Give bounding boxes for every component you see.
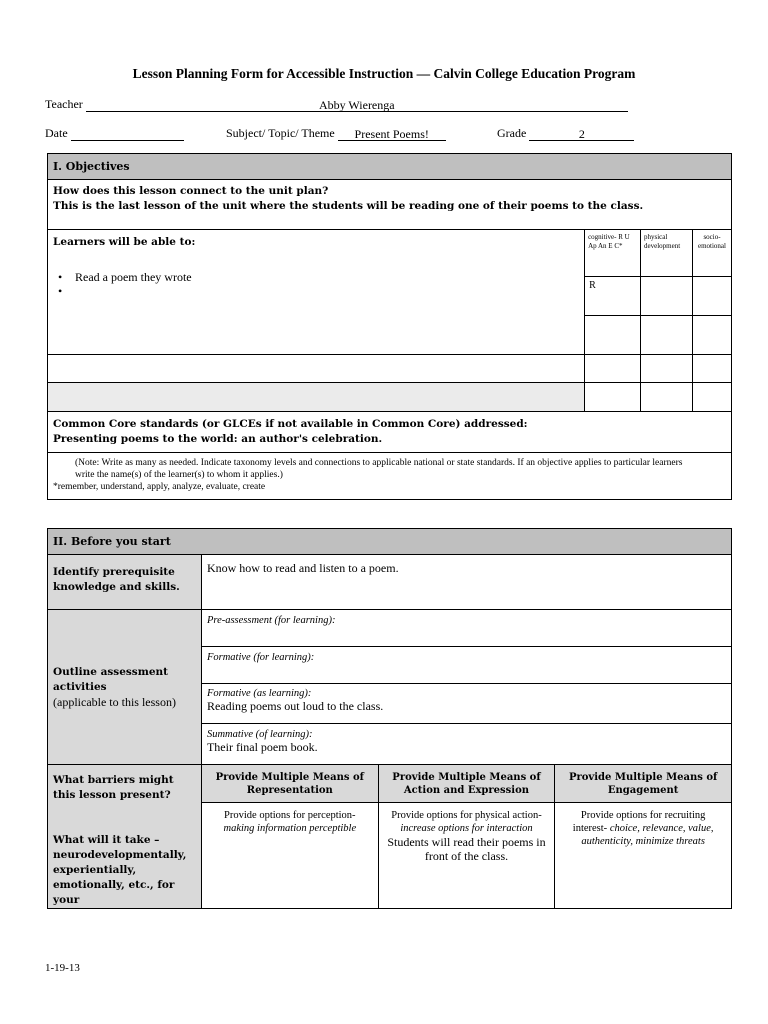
col-cognitive-header: cognitive- R U Ap An E C* — [585, 230, 641, 277]
standards-value: Presenting poems to the world: an author's celebration. — [53, 433, 383, 445]
row2-socio-cell[interactable] — [692, 316, 731, 355]
objectives-heading: I. Objectives — [48, 154, 732, 180]
row3-socio-cell[interactable] — [692, 355, 731, 383]
unit-plan-cell[interactable] — [48, 180, 732, 230]
col-physical-header: physical development — [641, 230, 693, 277]
row4-physical-cell[interactable] — [641, 383, 693, 412]
summative-cell[interactable] — [201, 724, 731, 765]
teacher-label: Teacher — [45, 97, 83, 111]
grade-field[interactable]: 2 — [529, 127, 634, 141]
bullet-list — [53, 270, 579, 298]
taxonomy-note: *remember, understand, apply, analyze, evaluate, create — [53, 482, 266, 492]
assessment-label-cell — [48, 610, 202, 765]
objectives-table — [47, 153, 732, 500]
teacher-row — [45, 97, 628, 112]
assessment-sublabel: (applicable to this lesson) — [53, 695, 176, 709]
action-text: Provide options for physical action- — [391, 810, 542, 822]
row4-socio-cell[interactable] — [692, 383, 731, 412]
row3-cognitive-cell[interactable] — [585, 355, 641, 383]
note-cell — [48, 453, 732, 500]
representation-italic: making information perceptible — [223, 823, 357, 835]
barriers-label: What barriers might this lesson present? — [53, 774, 174, 801]
engagement-cell[interactable] — [555, 803, 732, 909]
formative-for-label: Formative (for learning): — [206, 652, 315, 663]
action-italic: increase options for interaction — [400, 823, 533, 835]
note-line: (Note: Write as many as needed. Indicate taxonomy levels and connections to applicable national or state standards. If an objective applies to particular learners — [75, 458, 683, 468]
unit-plan-question: How does this lesson connect to the unit plan? — [53, 185, 329, 197]
unit-plan-answer: This is the last lesson of the unit where the students will be reading one of their poems to the class. — [53, 200, 644, 212]
formative-as-cell[interactable] — [201, 684, 731, 724]
col-socio-header: socio-emotional — [692, 230, 731, 277]
standards-label: Common Core standards (or GLCEs if not available in Common Core) addressed: — [53, 418, 528, 430]
representation-cell[interactable] — [201, 803, 378, 909]
summative-value: Their final poem book. — [206, 740, 318, 754]
takes-label: What will it take – neurodevelopmentally, experientially, emotionally, etc., for your — [53, 834, 187, 906]
standards-cell[interactable] — [48, 412, 732, 453]
row2-cognitive-cell[interactable] — [585, 316, 641, 355]
row2-physical-cell[interactable] — [641, 316, 693, 355]
form-title: Lesson Planning Form for Accessible Instruction — Calvin College Education Program — [132, 66, 636, 81]
representation-header: Provide Multiple Means of Representation — [201, 765, 378, 803]
before-table — [47, 528, 732, 909]
subject-field[interactable]: Present Poems! — [338, 127, 446, 141]
pre-assessment-cell[interactable] — [201, 610, 731, 647]
action-extra: Students will read their poems in front of the class. — [387, 835, 546, 864]
footer-date: 1-19-13 — [45, 962, 80, 974]
prereq-value[interactable]: Know how to read and listen to a poem. — [201, 555, 731, 610]
pre-assessment-label: Pre-assessment (for learning): — [206, 615, 336, 626]
list-item: • — [58, 284, 63, 298]
objective-row-3[interactable] — [48, 355, 585, 383]
engagement-text: Provide options for recruiting interest- — [572, 810, 706, 835]
representation-text: Provide options for perception- — [224, 810, 356, 822]
date-subject-grade-row — [45, 126, 645, 141]
formative-as-value: Reading poems out loud to the class. — [206, 699, 384, 713]
date-field[interactable] — [71, 127, 184, 141]
objective-row-4[interactable] — [48, 383, 585, 412]
row1-cognitive-cell[interactable]: R — [585, 277, 641, 316]
formative-for-cell[interactable] — [201, 647, 731, 684]
learners-cell[interactable] — [48, 230, 585, 355]
engagement-header: Provide Multiple Means of Engagement — [555, 765, 732, 803]
row4-cognitive-cell[interactable] — [585, 383, 641, 412]
grade-label: Grade — [497, 126, 527, 140]
learners-label: Learners will be able to: — [53, 236, 196, 248]
engagement-italic: choice, relevance, value, authenticity, minimize threats — [581, 823, 714, 848]
row1-physical-cell[interactable] — [641, 277, 693, 316]
subject-label: Subject/ Topic/ Theme — [226, 126, 335, 140]
before-heading: II. Before you start — [48, 529, 732, 555]
assessment-label: Outline assessment activities — [53, 666, 168, 693]
action-expression-cell[interactable] — [378, 803, 555, 909]
summative-label: Summative (of learning): — [206, 729, 313, 740]
date-label: Date — [45, 126, 68, 140]
action-expression-header: Provide Multiple Means of Action and Expression — [378, 765, 555, 803]
row3-physical-cell[interactable] — [641, 355, 693, 383]
formative-as-label: Formative (as learning): — [206, 688, 312, 699]
barriers-cell — [48, 765, 202, 909]
teacher-field[interactable]: Abby Wierenga — [86, 98, 628, 112]
prereq-label: Identify prerequisite knowledge and skills. — [48, 555, 202, 610]
list-item: • Read a poem they wrote — [58, 270, 192, 284]
row1-socio-cell[interactable] — [692, 277, 731, 316]
note-line: write the name(s) of the learner(s) to whom it applies.) — [75, 470, 283, 480]
